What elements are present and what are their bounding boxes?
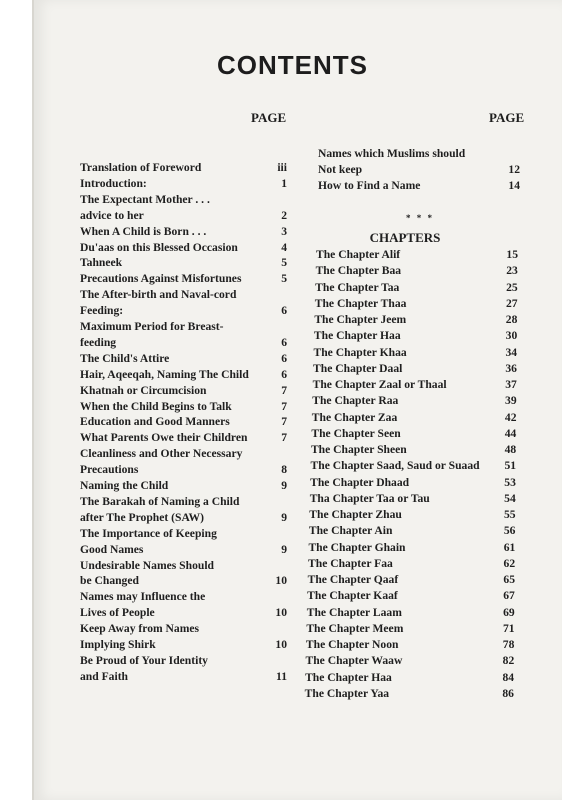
toc-entry <box>315 280 399 296</box>
toc-page-number: 42 <box>504 410 517 424</box>
toc-page-number: 23 <box>506 264 518 278</box>
chapter-title: The Chapter Raa <box>312 394 399 408</box>
toc-page-number: 7 <box>281 431 287 445</box>
toc-page-number: 61 <box>503 540 516 554</box>
toc-page-number: 82 <box>502 654 515 668</box>
toc-entry <box>307 588 398 604</box>
toc-entry-title: Implying Shirk <box>80 637 156 651</box>
toc-entry <box>80 351 169 367</box>
toc-page-number: 10 <box>275 574 287 588</box>
chapter-title: The Chapter Dhaad <box>310 475 410 489</box>
chapter-title: The Chapter Meem <box>306 621 404 635</box>
toc-page-number: 25 <box>506 280 518 294</box>
toc-entry-title: The Expectant Mother . . . <box>80 192 210 206</box>
toc-entry-title: and Faith <box>80 669 128 683</box>
toc-page-number: 7 <box>281 415 287 429</box>
toc-entry <box>318 146 465 178</box>
toc-entry <box>80 287 236 319</box>
chapter-title: The Chapter Qaaf <box>307 573 399 586</box>
toc-entry <box>306 621 403 637</box>
toc-page-number: 15 <box>506 248 518 261</box>
toc-entry <box>80 240 238 256</box>
toc-page-number: 56 <box>503 524 516 538</box>
toc-page-number: 9 <box>281 510 287 524</box>
toc-entry <box>80 271 241 287</box>
chapter-title: The Chapter Faa <box>308 556 393 570</box>
toc-entry <box>80 589 205 621</box>
chapter-title: The Chapter Noon <box>305 638 399 651</box>
toc-page-number: 39 <box>505 394 517 408</box>
chapter-title: The Chapter Ghain <box>308 540 406 554</box>
chapter-title: The Chapter Laam <box>306 605 402 619</box>
toc-page-number: 9 <box>281 479 287 492</box>
toc-page-number: 69 <box>503 605 515 619</box>
toc-entry-title: Maximum Period for Breast- <box>80 320 224 333</box>
toc-page-number: 9 <box>281 542 287 556</box>
chapter-title: The Chapter Seen <box>311 426 401 440</box>
toc-entry-title: Names may Influence the <box>80 590 206 604</box>
toc-entry <box>312 410 397 426</box>
toc-entry-title: The After-birth and Naval-cord <box>80 288 237 302</box>
chapters-heading: CHAPTERS <box>369 230 441 245</box>
toc-entry-title: Names which Muslims should <box>318 147 466 160</box>
toc-page-number: 67 <box>503 589 515 603</box>
toc-entry <box>307 605 402 621</box>
toc-entry <box>313 361 402 377</box>
toc-entry-title: When A Child is Born . . . <box>80 224 207 238</box>
toc-page-number: 27 <box>505 296 518 310</box>
toc-entry <box>80 192 210 224</box>
toc-entry <box>80 526 217 558</box>
toc-entry <box>80 224 206 240</box>
toc-entry <box>305 670 392 686</box>
toc-entry <box>311 458 480 474</box>
toc-entry <box>314 328 401 344</box>
toc-entry <box>80 558 214 590</box>
toc-page-number: 1 <box>281 176 287 190</box>
chapter-title: The Chapter Haa <box>305 670 392 684</box>
toc-entry-title: Not keep <box>318 162 363 176</box>
chapter-title: The Chapter Haa <box>313 329 401 343</box>
toc-entry <box>314 312 406 328</box>
toc-entry-title: advice to her <box>80 208 144 222</box>
toc-entry <box>306 637 399 653</box>
toc-page-number: 54 <box>504 491 516 505</box>
toc-entry-title: Khatnah or Circumcision <box>80 383 207 397</box>
toc-entry <box>309 523 393 539</box>
chapter-title: The Chapter Taa <box>315 280 400 294</box>
chapter-title: The Chapter Ain <box>308 524 393 538</box>
section-divider-stars: * * * <box>406 213 434 223</box>
toc-entry <box>305 686 389 702</box>
toc-entry-title: feeding <box>80 335 117 349</box>
toc-entry <box>80 478 168 494</box>
toc-entry <box>310 475 409 491</box>
toc-entry-title: The Barakah of Naming a Child <box>80 494 240 508</box>
toc-entry <box>313 377 447 393</box>
toc-page-number: 14 <box>508 178 520 192</box>
chapter-title: The Chapter Sheen <box>310 443 407 456</box>
toc-entry <box>80 653 208 685</box>
toc-entry-title: Cleanliness and Other Necessary <box>80 447 243 461</box>
toc-entry <box>80 160 201 176</box>
toc-entry <box>316 247 400 263</box>
toc-entry <box>80 446 242 478</box>
toc-entry <box>80 399 232 415</box>
toc-entry <box>80 255 122 271</box>
toc-page-number: 53 <box>504 475 516 489</box>
toc-entry-title: Precautions Against Misfortunes <box>80 272 242 286</box>
toc-page-number: 6 <box>281 335 287 349</box>
toc-page-number: 84 <box>502 670 515 684</box>
toc-entry-title: How to Find a Name <box>318 178 421 192</box>
toc-page-number: 55 <box>504 508 516 521</box>
toc-page-number: 44 <box>504 426 517 440</box>
toc-page-number: 28 <box>505 313 518 326</box>
toc-entry <box>80 367 249 383</box>
toc-entry-title: Education and Good Manners <box>80 415 230 429</box>
toc-page-number: 7 <box>281 383 287 397</box>
toc-page-number: 30 <box>505 329 518 343</box>
chapter-title: Tha Chapter Taa or Tau <box>309 491 430 505</box>
chapter-title: The Chapter Jeem <box>314 313 407 326</box>
toc-entry <box>80 430 247 446</box>
toc-entry <box>310 491 430 507</box>
toc-entry <box>313 345 406 361</box>
toc-entry-title: Undesirable Names Should <box>80 558 214 572</box>
toc-entry <box>80 319 224 351</box>
toc-entry-title: Keep Away from Names <box>80 622 200 636</box>
page-title: CONTENTS <box>217 50 368 80</box>
chapter-title: The Chapter Khaa <box>313 345 407 359</box>
toc-entry-title: When the Child Begins to Talk <box>80 399 232 413</box>
toc-page-number: 48 <box>504 443 517 456</box>
toc-entry-title: Introduction: <box>80 176 147 190</box>
toc-page-number: 2 <box>281 208 287 222</box>
toc-entry-title: Be Proud of Your Identity <box>80 653 208 667</box>
toc-page-number: 6 <box>281 351 287 365</box>
chapter-title: The Chapter Thaa <box>314 296 407 310</box>
toc-entry <box>318 178 420 194</box>
toc-page-number: 11 <box>276 669 287 683</box>
toc-entry <box>308 540 405 556</box>
toc-entry-title: Feeding: <box>80 304 124 318</box>
toc-page-number: 10 <box>275 606 287 620</box>
toc-entry <box>316 263 401 279</box>
toc-page-number: 6 <box>281 304 287 318</box>
page-column-header-left: PAGE <box>251 110 287 125</box>
toc-page-number: 62 <box>503 556 516 570</box>
toc-entry-title: after The Prophet (SAW) <box>80 510 204 524</box>
toc-page-number: 71 <box>502 621 515 635</box>
toc-entry-title: be Changed <box>80 574 139 588</box>
page-column-header-right: PAGE <box>489 110 525 125</box>
toc-page-number: 78 <box>502 638 515 651</box>
toc-entry-title: Good Names <box>80 542 144 556</box>
toc-page-number: 3 <box>281 224 287 238</box>
toc-entry-title: Translation of Foreword <box>80 161 202 174</box>
toc-page-number: 5 <box>281 272 287 286</box>
toc-entry <box>306 653 403 669</box>
chapter-title: The Chapter Yaa <box>304 686 390 700</box>
toc-entry <box>311 426 400 442</box>
chapter-title: The Chapter Zhau <box>309 508 402 521</box>
chapter-title: The Chapter Zaa <box>311 410 398 424</box>
toc-page-number: 8 <box>281 463 287 477</box>
toc-entry <box>80 621 199 653</box>
toc-page-number: 37 <box>505 378 517 391</box>
toc-page-number: iii <box>277 161 287 174</box>
chapter-title: The Chapter Daal <box>313 361 403 375</box>
toc-entry <box>80 383 206 399</box>
chapter-title: The Chapter Saad, Saud or Suaad <box>310 459 480 473</box>
toc-entry-title: The Child's Attire <box>80 351 170 365</box>
toc-entry-title: Precautions <box>80 463 139 477</box>
toc-entry-title: Tahneek <box>80 256 123 270</box>
chapter-title: The Chapter Zaal or Thaal <box>312 378 447 391</box>
toc-entry <box>80 176 147 192</box>
toc-page-number: 6 <box>281 367 287 381</box>
chapter-title: The Chapter Kaaf <box>307 589 398 603</box>
toc-entry-title: Naming the Child <box>80 479 169 492</box>
chapter-title: The Chapter Baa <box>315 264 402 278</box>
chapter-title: The Chapter Waaw <box>305 654 403 668</box>
toc-page-number: 12 <box>508 162 520 176</box>
toc-entry <box>308 556 393 572</box>
toc-entry-title: Hair, Aqeeqah, Naming The Child <box>80 367 249 381</box>
chapter-title: The Chapter Alif <box>316 248 401 261</box>
toc-page-number: 51 <box>504 459 517 473</box>
toc-page-number: 5 <box>281 256 287 270</box>
toc-page-number: 7 <box>281 399 287 413</box>
toc-page-number: 10 <box>275 638 287 651</box>
toc-page-number: 4 <box>281 240 287 254</box>
toc-page-number: 65 <box>503 573 515 586</box>
toc-entry <box>308 572 399 588</box>
toc-page-number: 36 <box>505 361 517 375</box>
toc-entry-title: What Parents Owe their Children <box>80 431 248 445</box>
toc-entry <box>80 494 239 526</box>
toc-entry-title: The Importance of Keeping <box>80 526 217 540</box>
toc-page-number: 86 <box>502 686 514 700</box>
toc-entry-title: Du'aas on this Blessed Occasion <box>80 240 238 254</box>
toc-entry <box>312 393 398 409</box>
toc-entry <box>311 442 407 458</box>
toc-entry-title: Lives of People <box>80 606 155 620</box>
toc-page-number: 34 <box>505 345 518 359</box>
toc-entry <box>80 414 230 430</box>
toc-entry <box>315 296 407 312</box>
toc-entry <box>309 507 402 523</box>
